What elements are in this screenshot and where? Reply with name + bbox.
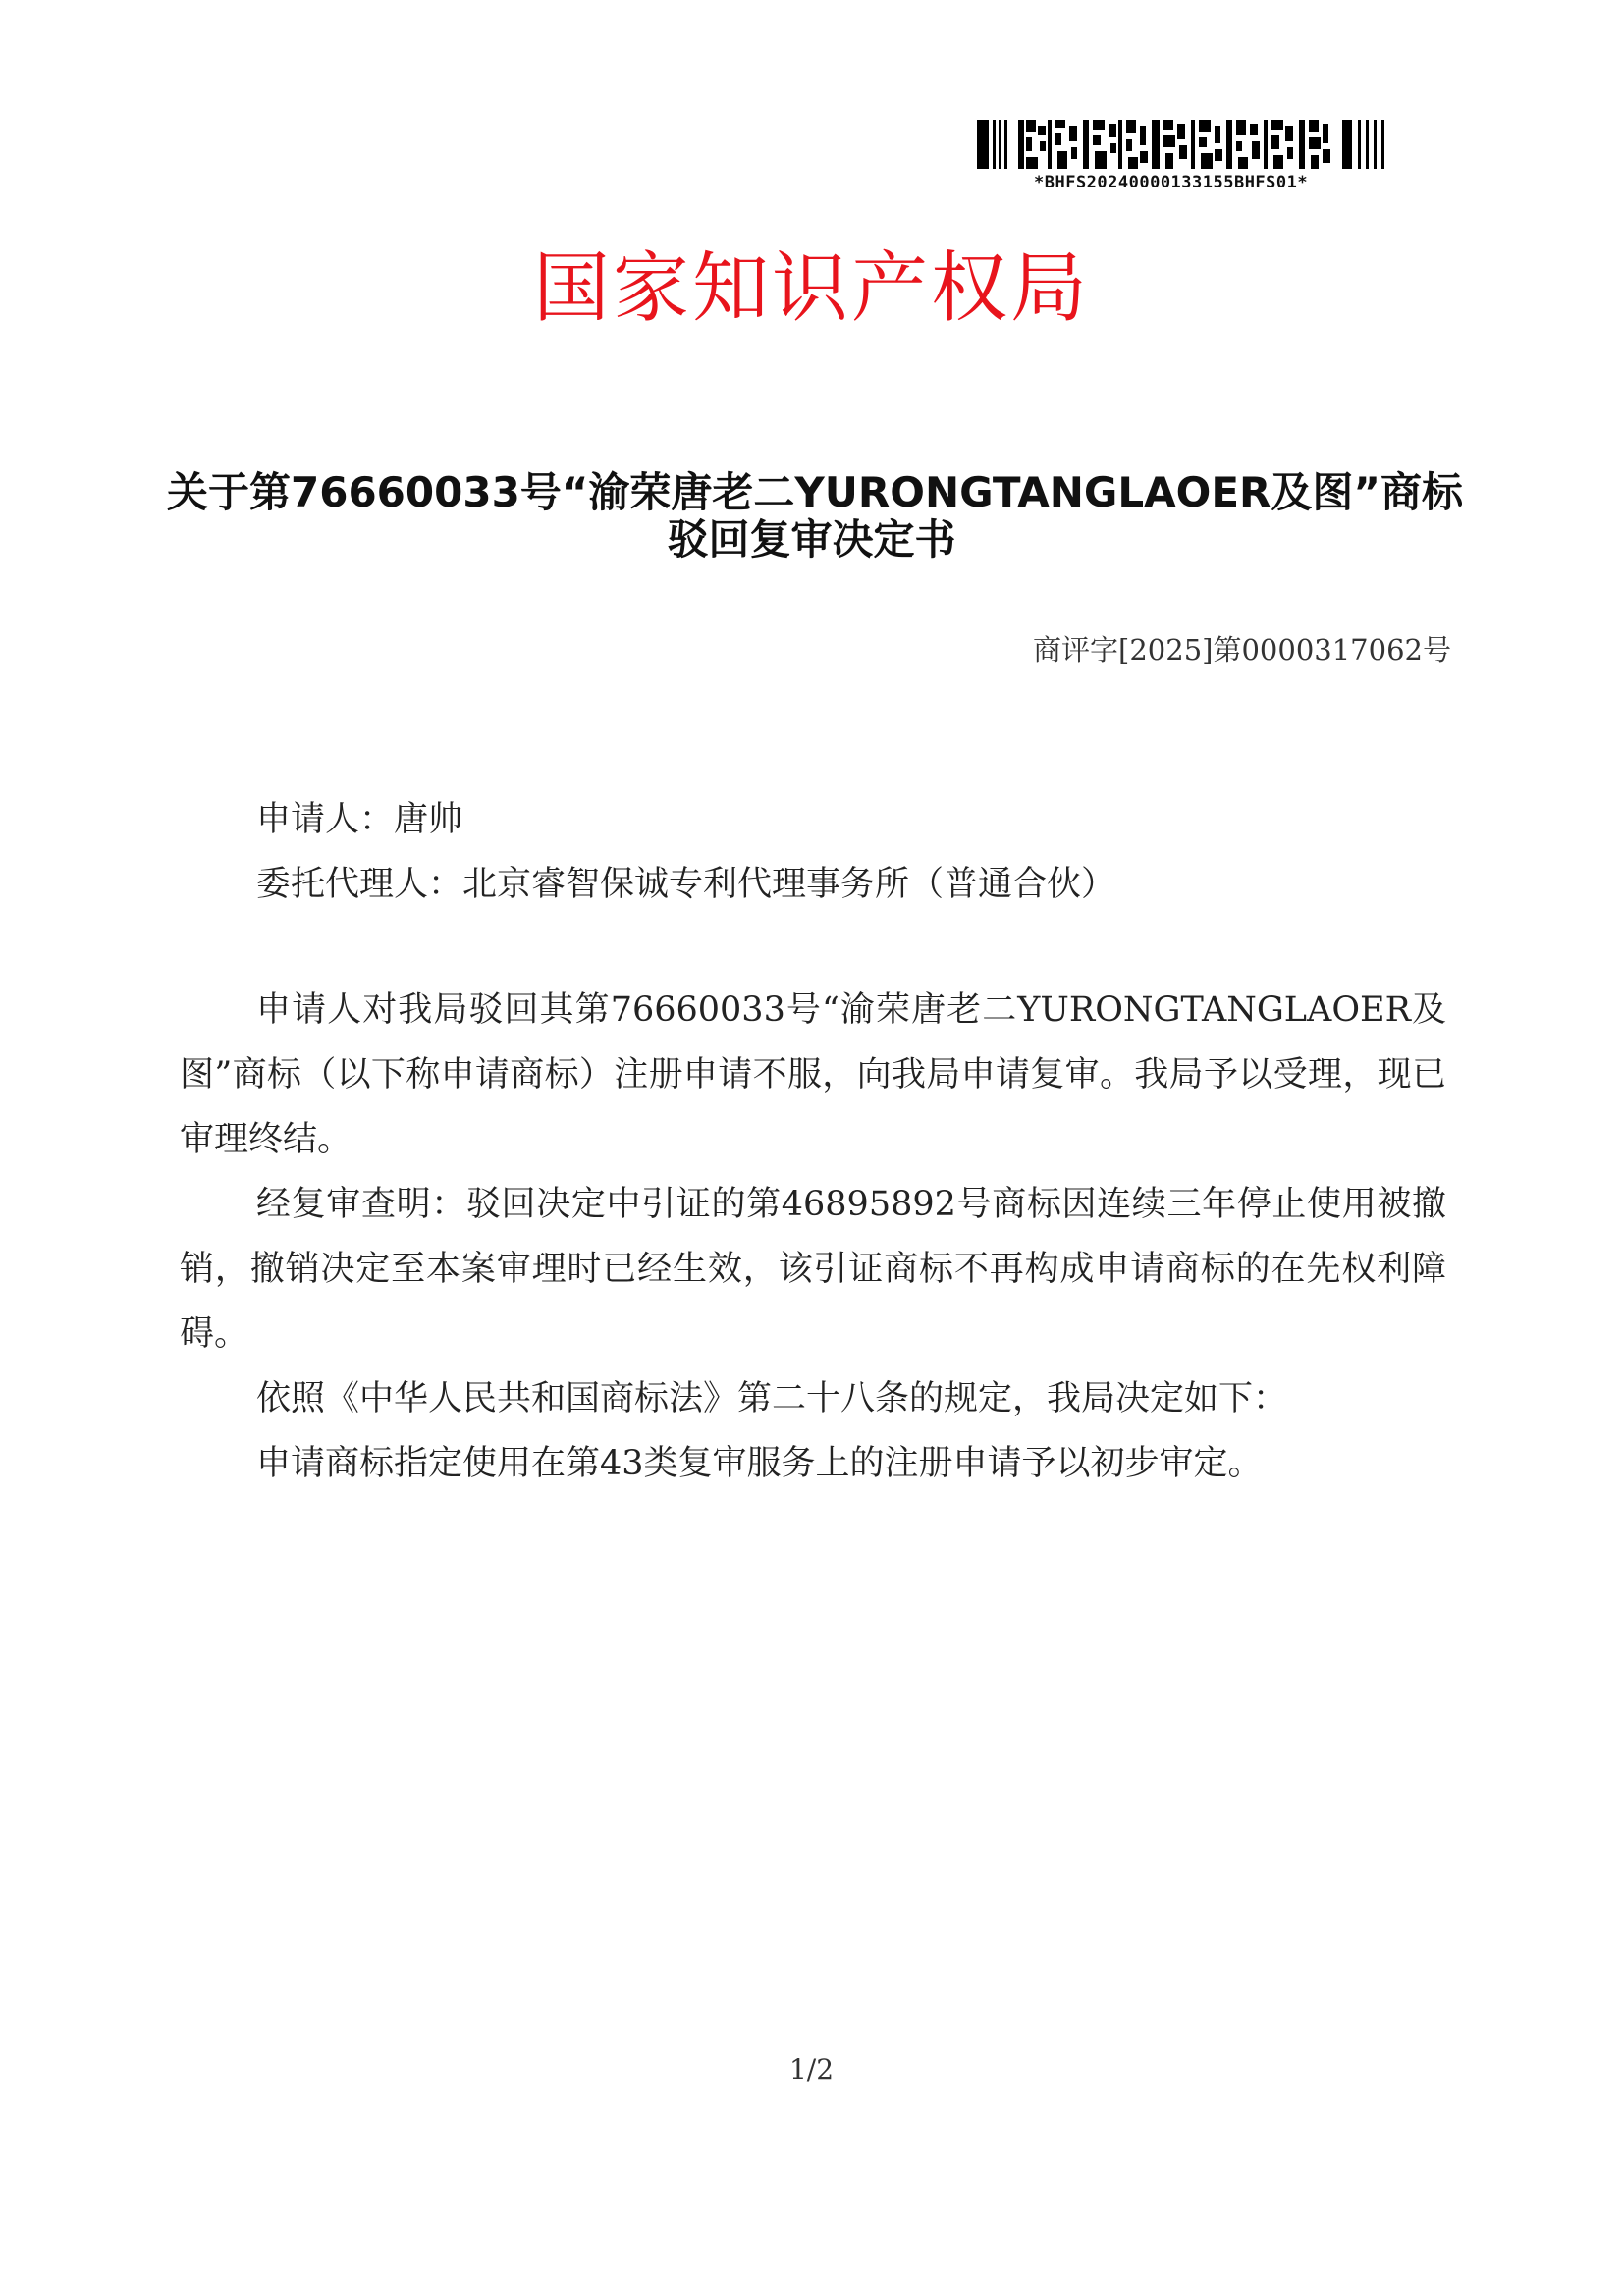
decision-body (180, 978, 1446, 1496)
document-title-line-1: 关于第76660033号“渝荣唐老二YURONGTANGLAOER及图”商标 (167, 468, 1463, 516)
paragraph: 申请商标指定使用在第43类复审服务上的注册申请予以初步审定。 (256, 1444, 1263, 1483)
agency-header: 国家知识产权局 (532, 244, 1090, 333)
parties-block (180, 787, 1446, 917)
page-number: 1/2 (788, 2054, 835, 2086)
document-title-line-2: 驳回复审决定书 (667, 515, 956, 563)
paragraph: 经复审查明：驳回决定中引证的第46895892号商标因连续三年停止使用被撤销，撤销决定至本案审理时已经生效，该引证商标不再构成申请商标的在先权利障碍。 (180, 1185, 1446, 1354)
paragraph: 依照《中华人民共和国商标法》第二十八条的规定，我局决定如下： (256, 1379, 1288, 1418)
reference-number: 商评字[2025]第0000317062号 (1033, 633, 1451, 667)
document-title (167, 468, 1463, 563)
barcode (977, 120, 1389, 192)
barcode-number: *BHFS20240000133155BHFS01* (1034, 173, 1309, 192)
agent-line: 委托代理人：北京睿智保诚专利代理事务所（普通合伙） (256, 865, 1116, 904)
applicant-line: 申请人：唐帅 (256, 800, 463, 839)
barcode-image (977, 120, 1387, 169)
paragraph: 申请人对我局驳回其第76660033号“渝荣唐老二YURONGTANGLAOER及图”商标（以下称申请商标）注册申请不服，向我局申请复审。我局予以受理，现已审理终结。 (180, 990, 1446, 1159)
